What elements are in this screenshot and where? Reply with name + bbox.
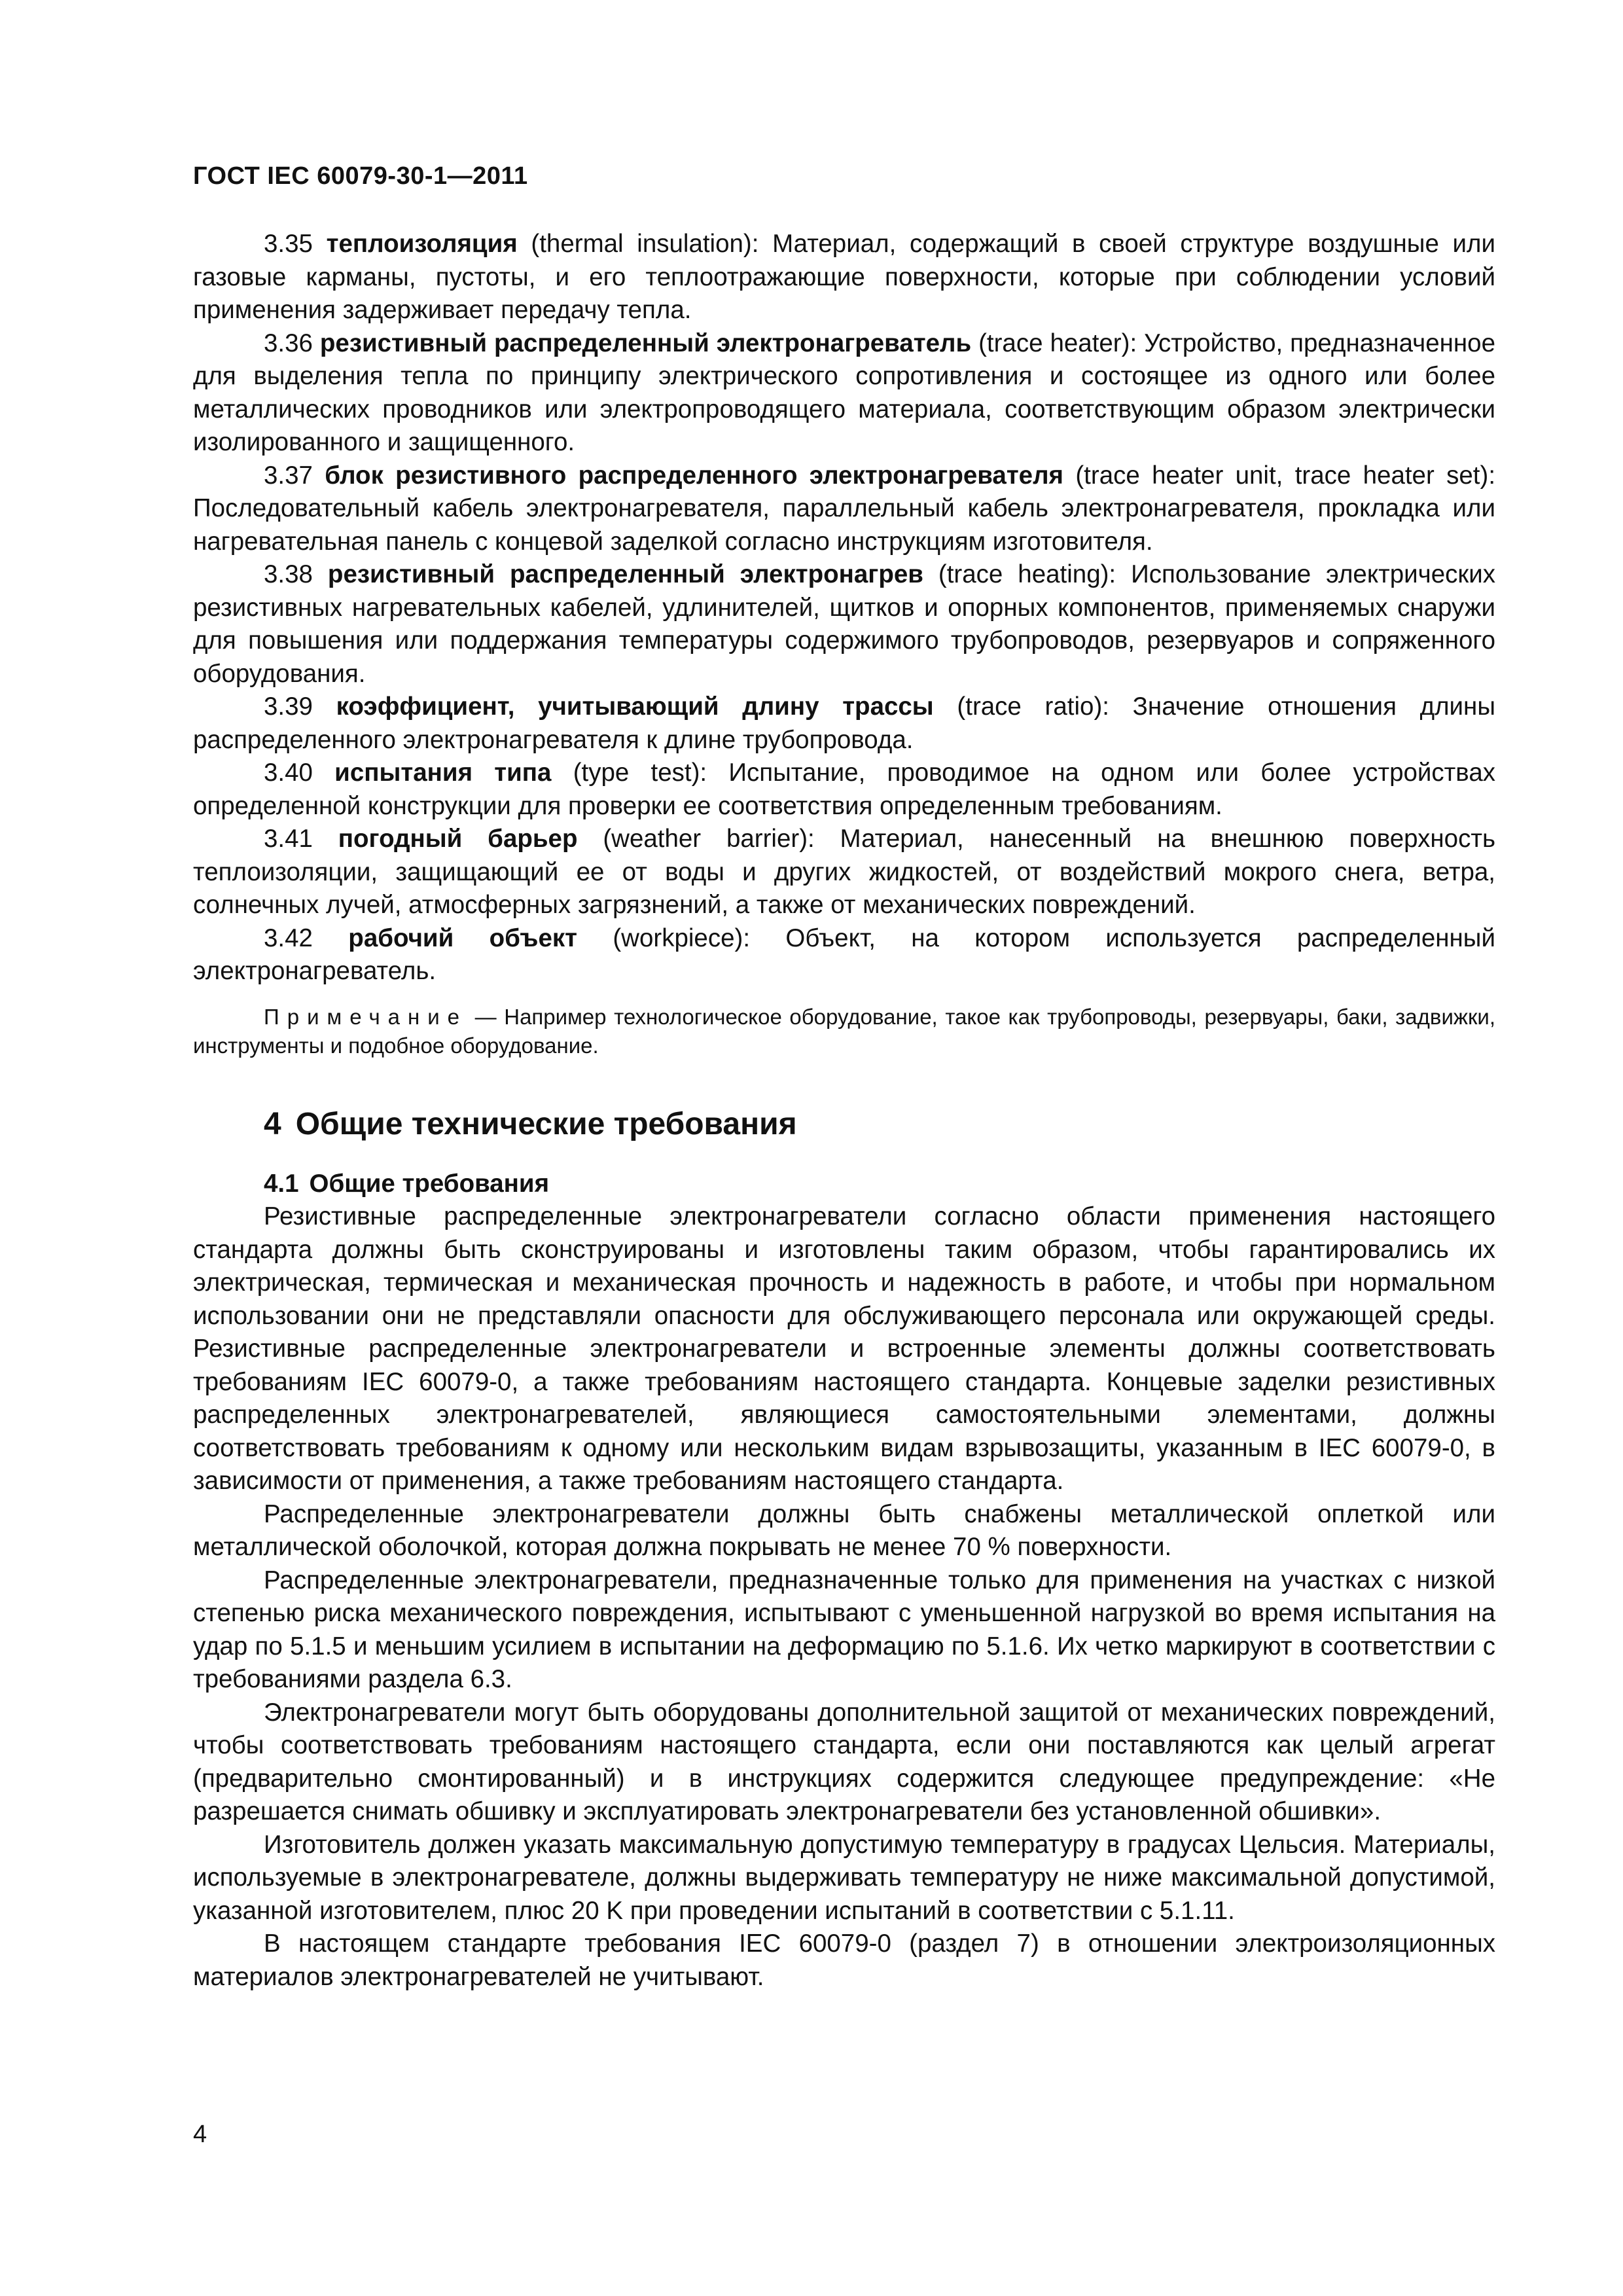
note — [193, 1003, 1495, 1060]
paragraph: Распределенные электронагреватели должны быть снабжены металлической оплеткой или металлической оболочкой, которая должна покрывать не менее 70 % поверхности. — [193, 1499, 1495, 1561]
definition-english: (weather barrier) — [603, 825, 808, 853]
definition-3-36 — [193, 327, 1495, 459]
paragraph: В настоящем стандарте требования IEC 60079-0 (раздел 7) в отношении электроизоляционных материалов электронагревателей не учитывают. — [193, 1929, 1495, 1991]
definition-number: 3.35 — [264, 230, 313, 258]
definition-english: (workpiece) — [613, 924, 743, 952]
definition-number: 3.41 — [264, 825, 313, 853]
subsection-number: 4.1 — [264, 1169, 299, 1198]
definition-english: (trace heater unit, trace heater set) — [1075, 461, 1489, 490]
definition-english: (thermal insulation) — [531, 230, 752, 258]
definition-term: резистивный распределенный электронагрев — [327, 560, 923, 588]
definition-term: резистивный распределенный электронагреватель — [319, 329, 972, 357]
definition-term: рабочий объект — [348, 924, 577, 952]
section-title: Общие технические требования — [295, 1106, 797, 1141]
section-number: 4 — [264, 1106, 281, 1141]
definition-3-41 — [193, 823, 1495, 922]
definition-3-39 — [193, 691, 1495, 757]
definition-number: 3.39 — [264, 692, 313, 721]
definition-text: : Использование электрических резистивных нагревательных кабелей, удлинителей, щитков и опорных компонентов, применяемых снаружи для повышения или поддержания температуры содержимого трубопроводов, резервуаров и сопряженного оборудования. — [193, 560, 1495, 688]
definition-text: : Материал, нанесенный на внешнюю поверхность теплоизоляции, защищающий ее от воды и других жидкостей, от воздействий мокрого снега, ветра, солнечных лучей, атмосферных загрязнений, а также от механических повреждений. — [193, 825, 1496, 919]
definition-3-38 — [193, 558, 1495, 691]
definition-term: теплоизоляция — [326, 230, 518, 258]
definition-english: (trace heater) — [978, 329, 1130, 357]
definition-term: погодный барьер — [338, 825, 578, 853]
definition-term: блок резистивного распределенного электронагревателя — [325, 461, 1064, 490]
definition-number: 3.38 — [264, 560, 313, 588]
definition-term: коэффициент, учитывающий длину трассы — [336, 692, 934, 721]
note-label: Примечание — [264, 1004, 468, 1029]
definition-text: : Значение отношения длины распределенного электронагревателя к длине трубопровода. — [193, 692, 1495, 754]
definition-english: (trace ratio) — [957, 692, 1103, 721]
definition-number: 3.36 — [264, 329, 313, 357]
definition-english: (trace heating) — [938, 560, 1109, 588]
paragraph: Распределенные электронагреватели, предназначенные только для применения на участках с низкой степенью риска механического повреждения, испытывают с уменьшенной нагрузкой во время испытания на удар по 5.1.5 и меньшим усилием в испытании на деформацию по 5.1.6. Их четко маркируют в соответствии с требованиями раздела 6.3. — [193, 1566, 1495, 1693]
definition-3-40 — [193, 757, 1495, 823]
definition-3-35 — [193, 228, 1495, 327]
definition-text: : Устройство, предназначенное для выделения тепла по принципу электрического сопротивления и состоящее из одного или более металлических проводников или электропроводящего материала, соответствующим образом электрически изолированного и защищенного. — [193, 329, 1495, 456]
definition-number: 3.42 — [264, 924, 313, 952]
document-header: ГОСТ IEC 60079-30-1—2011 — [193, 162, 528, 190]
section-heading — [193, 1105, 1495, 1144]
definition-text: : Объект, на котором используется распределенный электронагреватель. — [193, 924, 1495, 985]
definition-3-37 — [193, 459, 1495, 559]
definition-number: 3.37 — [264, 461, 313, 490]
paragraph: Изготовитель должен указать максимальную допустимую температуру в градусах Цельсия. Материалы, используемые в электронагревателе, должны выдерживать температуру не ниже максимальной допустимой, указанной изготовителем, плюс 20 K при проведении испытаний в соответствии с 5.1.11. — [193, 1830, 1495, 1925]
paragraph: Резистивные распределенные электронагреватели согласно области применения настоящего стандарта должны быть сконструированы и изготовлены таким образом, чтобы гарантировались их электрическая, термическая и механическая прочность и надежность в работе, и чтобы при нормальном использовании они не представляли опасности для обслуживающего персонала или окружающей среды. Резистивные распределенные электронагреватели и встроенные элементы должны соответствовать требованиям IEC 60079-0, а также требованиям настоящего стандарта. Концевые заделки резистивных распределенных электронагревателей, являющиеся самостоятельными элементами, должны соответствовать требованиям к одному или нескольким видам взрывозащиты, указанным в IEC 60079-0, в зависимости от применения, а также требованиям настоящего стандарта. — [193, 1202, 1495, 1495]
definition-text: : Испытание, проводимое на одном или более устройствах определенной конструкции для проверки ее соответствия определенным требованиям. — [193, 759, 1495, 820]
note-text: — Например технологическое оборудование, такое как трубопроводы, резервуары, баки, задвижки, инструменты и подобное оборудование. — [193, 1004, 1495, 1058]
definition-text: : Последовательный кабель электронагревателя, параллельный кабель электронагревателя, прокладка или нагревательная панель с концевой заделкой согласно инструкциям изготовителя. — [193, 461, 1496, 556]
definition-number: 3.40 — [264, 759, 313, 787]
definition-term: испытания типа — [334, 759, 552, 787]
paragraph: Электронагреватели могут быть оборудованы дополнительной защитой от механических повреждений, чтобы соответствовать требованиям настоящего стандарта, если они поставляются как целый агрегат (предварительно смонтированный) и в инструкциях содержится следующее предупреждение: «Не разрешается снимать обшивку и эксплуатировать электронагреватели без установленной обшивки». — [193, 1698, 1495, 1825]
page-content — [193, 228, 1495, 1994]
subsection-title: Общие требования — [309, 1169, 550, 1198]
definition-english: (type test) — [573, 759, 700, 787]
page-number: 4 — [193, 2121, 207, 2148]
subsection-heading — [193, 1168, 1495, 1201]
definition-text: : Материал, содержащий в своей структуре воздушные или газовые карманы, пустоты, и его теплоотражающие поверхности, которые при соблюдении условий применения задерживает передачу тепла. — [193, 230, 1496, 324]
definition-3-42 — [193, 922, 1495, 988]
